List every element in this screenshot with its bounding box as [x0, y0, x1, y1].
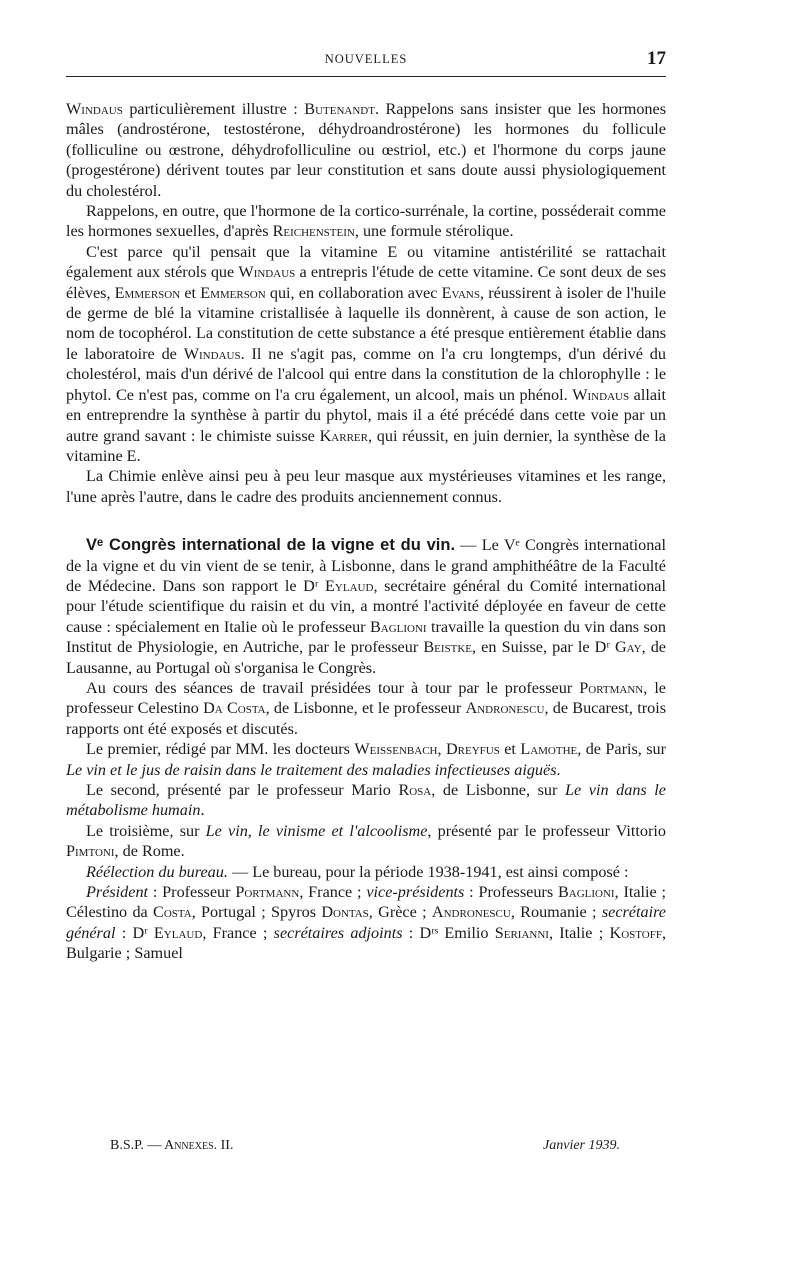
document-page	[66, 40, 666, 964]
text-run: , réussirent à isoler de l'huile de germe de blé la vitamine cristallisée à laquelle ils donnèrent, à cause de son action, le nom de tocophérol. La constitution de cette substance a été presque entièrement établie dans le laboratoire de	[66, 283, 666, 363]
author-name: Dreyfus	[445, 740, 500, 759]
text-run: , le professeur Celestino	[66, 678, 666, 718]
page-header	[66, 40, 666, 77]
author-name: Kostoff	[609, 923, 662, 942]
author-name: Andronescu	[431, 903, 511, 922]
text-run: , qui réussit, en juin dernier, la synthèse de la vitamine E.	[66, 426, 666, 465]
text-run: .	[200, 801, 205, 820]
text-run: , Italie ; Célestino da	[66, 883, 667, 922]
text-run: particulièrement illustre :	[122, 100, 305, 118]
author-name: Andronescu	[465, 699, 545, 718]
text-run: Rappelons, en outre, que l'hormone de la cortico-surrénale, la cortine, posséderait comme les hormones sexuelles, d'après	[66, 202, 666, 241]
text-run: . Il ne s'agit pas, comme on l'a cru longtemps, d'un dérivé du cholestérol, mais d'un dérivé de l'alcool qui entre dans la constitution de la chlorophylle : le phytol. Ce n'est pas, comme on l'a cru également, un alcool, mais un phénol.	[66, 344, 666, 404]
text-run: , Grèce ;	[368, 903, 432, 922]
section-heading: Vᵉ Congrès international de la vigne et du vin.	[86, 536, 456, 555]
text-run: — Le Vᵉ Congrès international de la vigne et du vin vient de se tenir, à Lisbonne, dans le grand amphithéâtre de la Faculté de Médecine. Dans son rapport le Dʳ	[66, 536, 666, 595]
author-name: Weissenbach	[354, 740, 438, 759]
article-body	[66, 99, 666, 964]
author-name: Gay	[614, 638, 642, 657]
author-name: Butenandt	[304, 100, 375, 118]
paragraph-1	[66, 99, 666, 201]
text-run: : Dʳ	[115, 923, 154, 942]
text-run: et	[180, 283, 201, 302]
author-name: Costa	[153, 903, 192, 922]
text-run: , de Lausanne, au Portugal où s'organisa le Congrès.	[66, 638, 666, 677]
running-title: NOUVELLES	[324, 52, 408, 66]
text-run: , de Lisbonne, sur	[431, 781, 565, 799]
text-run: : Professeur	[148, 883, 236, 902]
text-run: , une formule stérolique.	[354, 222, 514, 241]
footer-journal-ref: B.S.P. — Annexes. II.	[110, 1138, 234, 1153]
author-name: Emmerson	[200, 283, 266, 302]
text-run: .	[556, 760, 561, 779]
text-run: , présenté par le professeur Vittorio	[427, 821, 667, 840]
author-name: Pimtoni	[66, 842, 115, 861]
text-run: , Roumanie ;	[510, 903, 602, 922]
report-title: Le vin, le vinisme et l'alcoolisme	[205, 821, 428, 840]
text-run: , Bulgarie ; Samuel	[66, 923, 666, 963]
text-run: . Rappelons sans insister que les hormones mâles (androstérone, testostérone, déhydroandrostérone) les hormones du follicule (folliculine ou œstrone, déhydrofolliculine ou œstriol, etc.) et l'hormone du corps jaune (progestérone) dérivent toutes par leur constitution et sans doute aussi physiologiquement du cholestérol.	[66, 100, 667, 200]
text-run: Le premier, rédigé par MM. les docteurs	[86, 740, 355, 759]
report-title: Le vin et le jus de raisin dans le traitement des maladies infectieuses aiguës	[66, 760, 557, 779]
role-label: secrétaire général	[66, 903, 666, 942]
text-run: Le troisième, sur	[86, 821, 206, 840]
paragraph-2	[66, 201, 666, 242]
page-number: 17	[647, 48, 666, 69]
author-name: Windaus	[572, 385, 630, 404]
paragraph-8	[66, 780, 666, 821]
role-label: vice-présidents	[366, 883, 465, 902]
text-run: : Professeurs	[464, 883, 558, 902]
author-name: Portmann	[579, 678, 644, 697]
author-name: Eylaud	[325, 576, 374, 595]
author-name: Karrer	[319, 426, 368, 445]
report-title: Le vin dans le métabolisme humain	[66, 781, 666, 820]
paragraph-4	[66, 466, 666, 507]
author-name: Lamothe	[520, 740, 578, 759]
text-run: qui, en collaboration avec	[265, 283, 442, 302]
text-run: , en Suisse, par le Dʳ	[472, 638, 615, 657]
author-name: Evans	[441, 283, 480, 302]
text-run: allait en entreprendre la synthèse à partir du phytol, mais il a été précédé dans cette voie par un autre grand savant : le chimiste suisse	[66, 385, 667, 445]
author-name: Da Costa	[203, 699, 266, 718]
author-name: Rosa	[398, 781, 432, 799]
text-run: , de Lisbonne, et le professeur	[265, 699, 466, 718]
role-label: secrétaires adjoints	[273, 923, 403, 942]
author-name: Reichenstein	[272, 222, 355, 241]
author-name: Baglioni	[557, 883, 615, 902]
text-run: C'est parce qu'il pensait que la vitamine E ou vitamine antistérilité se rattachait également aux stérols que	[66, 242, 666, 282]
paragraph-3	[66, 242, 666, 466]
text-run: Le second, présenté par le professeur Mario	[86, 781, 399, 799]
text-run: , de Paris, sur	[577, 740, 666, 759]
section-spacer	[66, 507, 666, 535]
text-run: et	[499, 740, 521, 759]
text-run: La Chimie enlève ainsi peu à peu leur masque aux mystérieuses vitamines et les range, l'une après l'autre, dans le cadre des produits anciennement connus.	[66, 467, 666, 506]
footer-date: Janvier 1939.	[543, 1138, 620, 1153]
author-name: Portmann	[235, 883, 300, 902]
author-name: Emmerson	[114, 283, 181, 302]
author-name: Windaus	[183, 344, 241, 363]
text-run: , France ;	[299, 883, 367, 902]
text-run: , de Rome.	[114, 842, 185, 861]
paragraph-9	[66, 821, 666, 862]
paragraph-11	[66, 882, 666, 964]
paragraph-5	[66, 535, 666, 678]
text-run: , de Bucarest, trois rapports ont été exposés et discutés.	[66, 699, 666, 738]
author-name: Windaus	[238, 263, 296, 282]
text-run: , France ;	[202, 923, 274, 942]
text-run: , secrétaire général du Comité international pour l'étude scientifique du raisin et du vin, a montré l'activité déployée en faveur de cette cause : spécialement en Italie où le professeur	[66, 576, 666, 636]
text-run: : Dʳˢ Emilio	[402, 923, 495, 942]
paragraph-10	[66, 862, 666, 882]
text-run: travaille la question du vin dans son Institut de Physiologie, en Autriche, par le professeur	[66, 617, 666, 657]
text-run: , Portugal ; Spyros	[191, 903, 322, 922]
author-name: Dontas	[321, 903, 369, 922]
text-run: — Le bureau, pour la période 1938-1941, est ainsi composé :	[227, 862, 629, 881]
paragraph-7	[66, 739, 666, 780]
role-label: Président	[86, 883, 149, 902]
paragraph-6	[66, 678, 666, 739]
text-run: a entrepris l'étude de cette vitamine. Ce sont deux de ses élèves,	[66, 263, 667, 302]
author-name: Windaus	[66, 100, 123, 118]
text-run: , Italie ;	[548, 923, 610, 942]
author-name: Serianni	[494, 923, 549, 942]
author-name: Baglioni	[369, 617, 427, 636]
author-name: Beistke	[423, 638, 473, 657]
subheading: Réélection du bureau.	[86, 862, 228, 881]
text-run: Au cours des séances de travail présidées tour à tour par le professeur	[86, 678, 580, 697]
text-run: ,	[437, 740, 446, 759]
author-name: Eylaud	[153, 923, 203, 942]
